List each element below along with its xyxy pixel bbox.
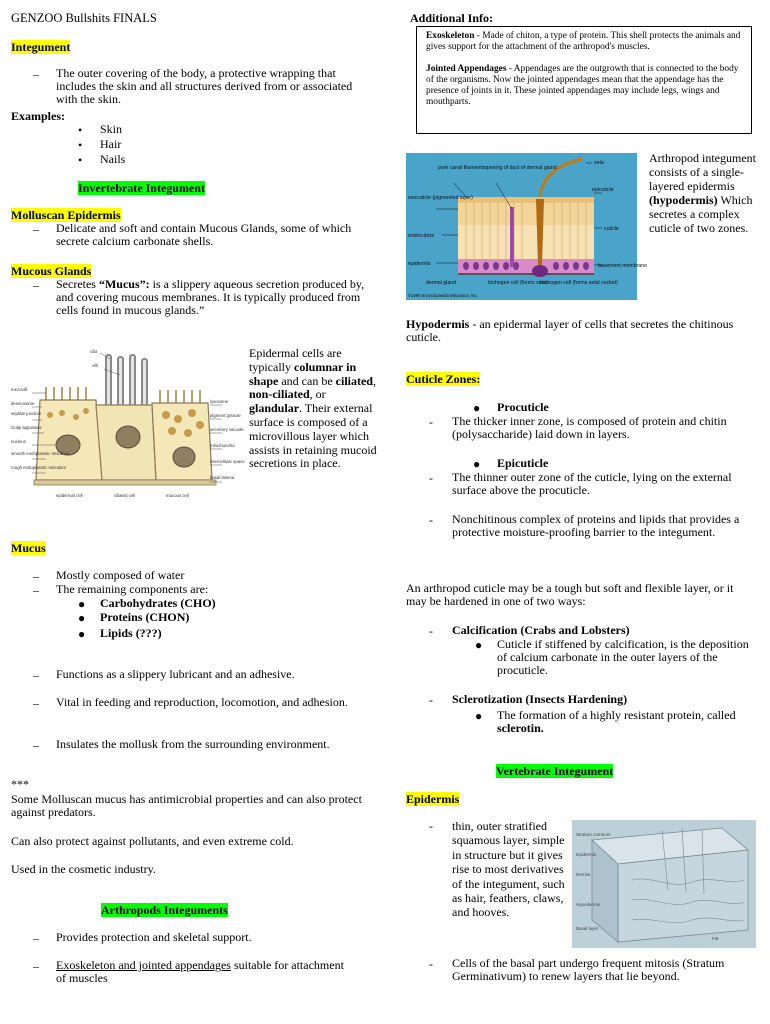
molluscan-heading: Molluscan Epidermis xyxy=(11,208,121,222)
figure-label: intercellular space xyxy=(210,459,245,464)
figure-label: mucous cell xyxy=(166,493,189,498)
paragraph: Some Molluscan mucus has antimicrobial properties and can also protect against predators. xyxy=(11,792,362,819)
figure-label: basement membrane xyxy=(598,263,648,269)
figure-label: epidermis xyxy=(408,261,431,267)
paragraph: An arthropod cuticle may be a tough but soft and flexible layer, or it may be hardened in one of two ways: xyxy=(406,581,734,608)
figure-label: tormogen cell (forms setal socket) xyxy=(540,280,618,286)
paragraph: Can also protect against pollutants, and even extreme cold. xyxy=(11,834,294,848)
svg-text:Dermis: Dermis xyxy=(576,872,591,877)
figure-label: epicuticle xyxy=(592,187,614,193)
cuticle-zones-heading: Cuticle Zones: xyxy=(406,372,481,386)
figure-label: opening of duct of dermal gland xyxy=(484,165,557,171)
figure-copyright: ©1996 Encyclopaedia Britannica, Inc. xyxy=(408,293,478,298)
svg-text:Basal layer: Basal layer xyxy=(576,926,599,931)
integument-heading: Integument xyxy=(11,40,71,54)
figure-label: ciliated cell xyxy=(114,493,136,498)
arthropod-integument-figure xyxy=(406,153,648,300)
figure-label: microvilli xyxy=(11,387,28,392)
vertebrate-heading: Vertebrate Integument xyxy=(496,764,614,778)
invertebrate-heading: Invertebrate Integument xyxy=(78,181,205,195)
additional-info-box: Exoskeleton - Made of chiton, a type of protein. This shell protects the animals and gives support for the attachment of the arthropod's muscles. Jointed Appendages - Appendages are the outgrowth that is connected to the body of the organisms. Now the jointed appendages mean that the appendage has the presence of joints in it. These jointed appendages may include legs, wings and mouthparts. xyxy=(416,26,752,134)
figure-label: trichogen cell (forms seta) xyxy=(488,280,548,286)
figure-label: dermal gland xyxy=(426,280,456,286)
mucous-glands-heading: Mucous Glands xyxy=(11,264,92,278)
epidermal-cells-figure xyxy=(10,345,245,503)
svg-text:Stratum corneum: Stratum corneum xyxy=(576,832,611,837)
hypodermis-definition: Hypodermis - an epidermal layer of cells that secretes the chitinous cuticle. xyxy=(406,317,734,344)
mucus-heading: Mucus xyxy=(11,541,46,555)
figure-label: mitochondria xyxy=(210,443,235,448)
arthropod-integument-text: Arthropod integument consists of a single-layered epidermis (hypodermis) Which secretes a complex cuticle of two zones. xyxy=(649,151,756,235)
figure-label: pore canal filaments xyxy=(438,165,485,171)
figure-label: epidermal cell xyxy=(56,493,83,498)
figure-label: seta xyxy=(594,160,604,166)
figure-label: villi xyxy=(92,363,98,368)
figure-label: lysosome xyxy=(210,399,229,404)
svg-text:Hypodermis: Hypodermis xyxy=(576,902,601,907)
paragraph: Used in the cosmetic industry. xyxy=(11,862,156,876)
figure-label: basal lamina xyxy=(210,475,235,480)
svg-text:Fat: Fat xyxy=(712,936,719,941)
additional-info-label: Additional Info: xyxy=(410,11,494,25)
examples-label: Examples: xyxy=(11,109,65,123)
figure-label: endocuticle xyxy=(408,233,435,239)
figure-label: nucleus xyxy=(11,439,26,444)
figure-label: Golgi apparatus xyxy=(11,425,42,430)
vertebrate-skin-figure xyxy=(572,820,756,948)
figure-label: septate junction xyxy=(11,411,42,416)
figure-label: desmosome xyxy=(11,401,35,406)
epidermal-cells-text: Epidermal cells are typically columnar in shape and can be ciliated, non-ciliated, or glandular. Their external surface is composed of a microvillous layer which assists in retaining mucoid secretions in place. xyxy=(249,346,377,471)
figure-label: exocuticle (pigmented layer) xyxy=(408,195,473,201)
page-title: GENZOO Bullshits FINALS xyxy=(11,11,157,25)
figure-label: secretory vacuole xyxy=(210,427,244,432)
svg-text:Epidermis: Epidermis xyxy=(576,852,597,857)
figure-label: cilia xyxy=(90,349,98,354)
arthropods-heading: Arthropods Integuments xyxy=(101,903,228,917)
figure-label: rough endoplasmic reticulum xyxy=(11,465,66,470)
epidermis-heading: Epidermis xyxy=(406,792,460,806)
figure-label: cuticle xyxy=(604,226,619,232)
section-divider-stars: *** xyxy=(11,777,29,791)
figure-label: pigment granule xyxy=(210,413,241,418)
figure-label: smooth endoplasmic reticulum xyxy=(11,451,70,456)
